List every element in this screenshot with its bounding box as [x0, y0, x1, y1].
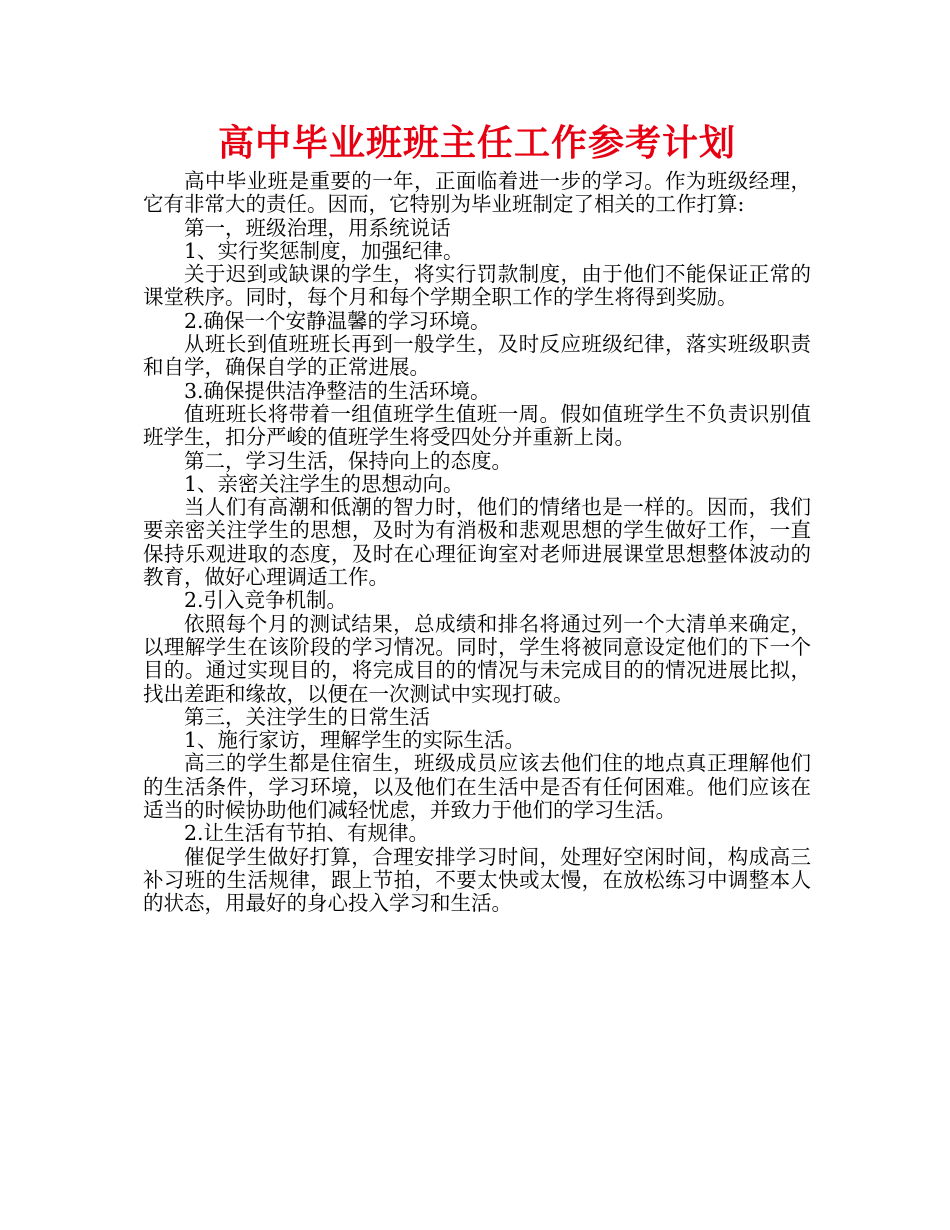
subsection-heading: 1、实行奖惩制度，加强纪律。 [184, 238, 464, 263]
subsection-heading: 2.确保一个安静温馨的学习环境。 [184, 308, 491, 333]
subsection-heading: 2.引入竞争机制。 [184, 588, 348, 613]
section-heading: 第三，关注学生的日常生活 [184, 704, 430, 729]
document-body [143, 170, 811, 916]
paragraph: 从班长到值班班长再到一般学生，及时反应班级纪律，落实班级职责和自学，确保自学的正常进展。 [143, 332, 811, 380]
document-page [143, 118, 811, 916]
paragraph: 值班班长将带着一组值班学生值班一周。假如值班学生不负责识别值班学生，扣分严峻的值班学生将受四处分并重新上岗。 [143, 401, 811, 450]
subsection-heading: 2.让生活有节拍、有规律。 [184, 821, 430, 846]
paragraph: 催促学生做好打算，合理安排学习时间，处理好空闲时间，构成高三补习班的生活规律，跟上节拍，不要太快或太慢，在放松练习中调整本人的状态，用最好的身心投入学习和生活。 [143, 844, 811, 916]
paragraph: 关于迟到或缺课的学生，将实行罚款制度，由于他们不能保证正常的课堂秩序。同时，每个月和每个学期全职工作的学生将得到奖励。 [143, 262, 811, 310]
paragraph: 高三的学生都是住宿生，班级成员应该去他们住的地点真正理解他们的生活条件，学习环境，以及他们在生活中是否有任何困难。他们应该在适当的时候协助他们减轻忧虑，并致力于他们的学习生活。 [143, 751, 811, 823]
subsection-heading: 1、亲密关注学生的思想动向。 [184, 471, 464, 496]
paragraph: 当人们有高潮和低潮的智力时，他们的情绪也是一样的。因而，我们要亲密关注学生的思想，及时为有消极和悲观思想的学生做好工作，一直保持乐观进取的态度，及时在心理征询室对老师进展课堂思想整体波动的教育，做好心理调适工作。 [143, 495, 811, 590]
paragraph: 高中毕业班是重要的一年，正面临着进一步的学习。作为班级经理，它有非常大的责任。因而，它特别为毕业班制定了相关的工作打算: [143, 169, 811, 217]
subsection-heading: 1、施行家访，理解学生的实际生活。 [184, 728, 526, 753]
subsection-heading: 3.确保提供洁净整洁的生活环境。 [184, 378, 491, 403]
document-title: 高中毕业班班主任工作参考计划 [217, 123, 736, 164]
section-heading: 第一，班级治理，用系统说话 [184, 215, 451, 240]
section-heading: 第二，学习生活，保持向上的态度。 [184, 448, 512, 473]
paragraph: 依照每个月的测试结果，总成绩和排名将通过列一个大清单来确定，以理解学生在该阶段的学习情况。同时，学生将被同意设定他们的下一个目的。通过实现目的，将完成目的的情况与未完成目的的情况进展比拟，找出差距和缘故，以便在一次测试中实现打破。 [143, 611, 811, 706]
